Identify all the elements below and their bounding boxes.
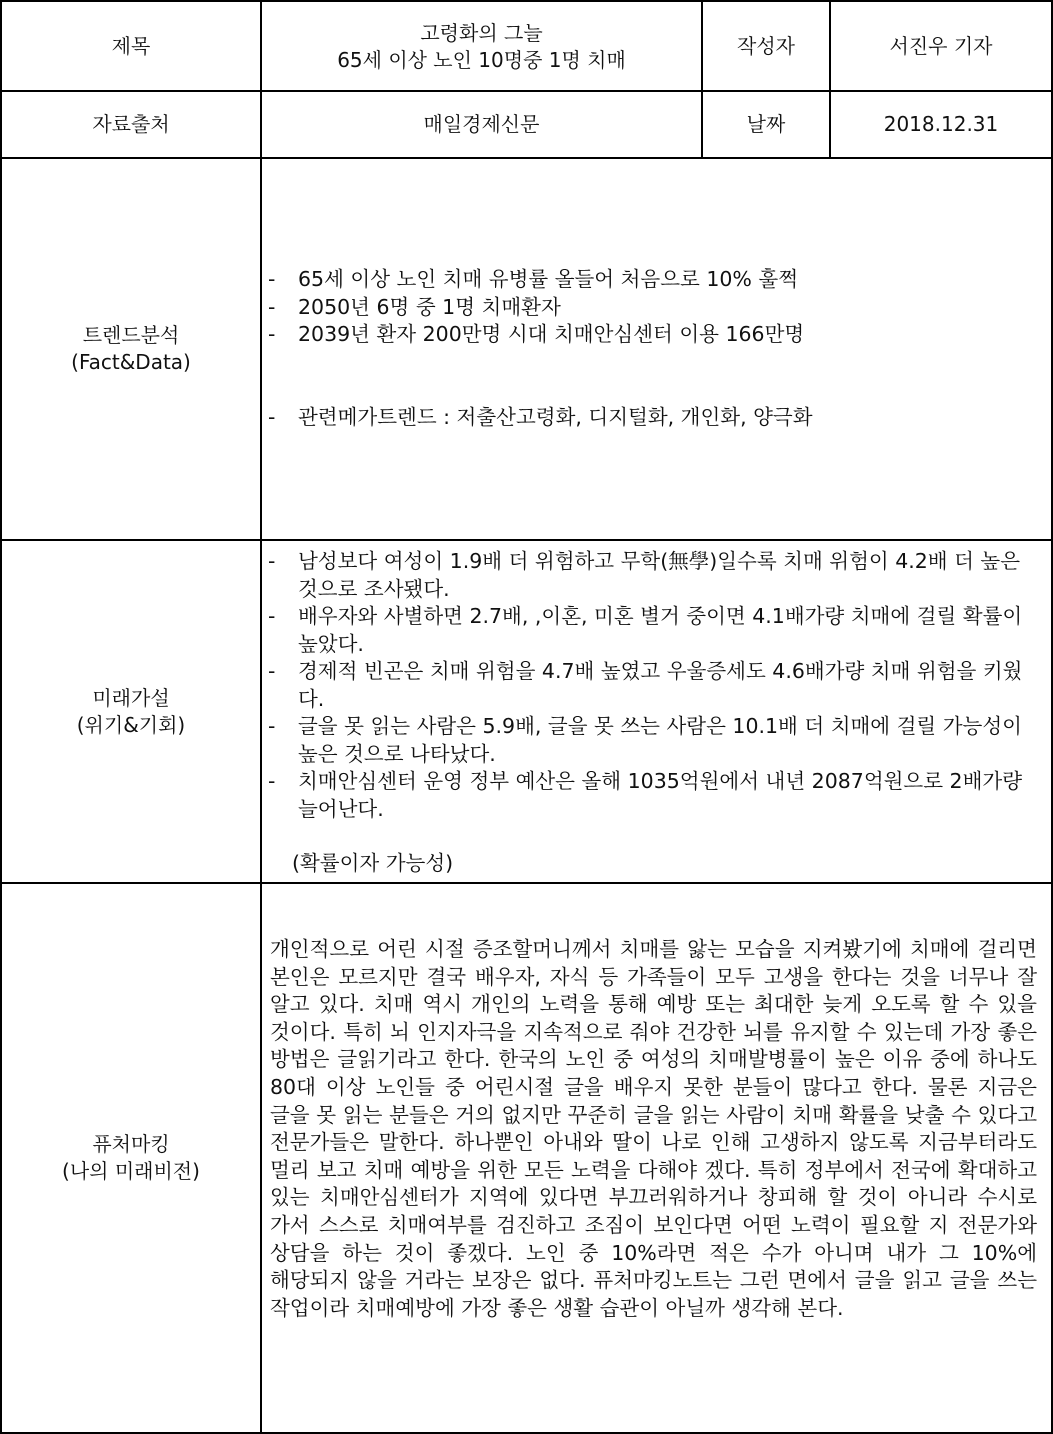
hypothesis-item bbox=[262, 658, 1045, 713]
trend-list bbox=[262, 266, 813, 431]
hypothesis-item-text: 경제적 빈곤은 치매 위험을 4.7배 높였고 우울증세도 4.6배가량 치매 위험을 키웠다. bbox=[298, 659, 1023, 711]
hypothesis-content-cell bbox=[262, 541, 1051, 884]
future-content-cell bbox=[262, 884, 1051, 1432]
source-value-cell bbox=[262, 92, 703, 159]
bullet-dash: - bbox=[268, 714, 276, 738]
hypothesis-item-text: 글을 못 읽는 사람은 5.9배, 글을 못 쓰는 사람은 10.1배 더 치매에 걸릴 가능성이 높은 것으로 나타났다. bbox=[298, 714, 1022, 766]
source-value: 매일경제신문 bbox=[423, 112, 540, 136]
future-sublabel: (나의 미래비전) bbox=[62, 1159, 200, 1183]
bullet-dash: - bbox=[268, 322, 276, 346]
trend-label: 트렌드분석 bbox=[82, 323, 180, 347]
bullet-dash: - bbox=[268, 549, 276, 573]
trend-item bbox=[262, 294, 813, 322]
date-label-cell bbox=[703, 92, 831, 159]
hypothesis-label-cell bbox=[2, 541, 262, 884]
author-value: 서진우 기자 bbox=[889, 33, 993, 58]
title-label: 제목 bbox=[111, 33, 151, 58]
megatrend-text: 관련메가트렌드 : 저출산고령화, 디지털화, 개인화, 양극화 bbox=[298, 404, 813, 429]
hypothesis-item bbox=[262, 548, 1045, 603]
title-value-cell bbox=[262, 2, 703, 92]
date-label: 날짜 bbox=[746, 112, 786, 136]
trend-item-text: 2039년 환자 200만명 시대 치매안심센터 이용 166만명 bbox=[298, 322, 805, 346]
source-label-cell bbox=[2, 92, 262, 159]
hypothesis-note: (확률이자 가능성) bbox=[292, 851, 454, 875]
bullet-dash: - bbox=[268, 267, 276, 291]
trend-sublabel: (Fact&Data) bbox=[71, 350, 191, 374]
future-paragraph: 개인적으로 어린 시절 증조할머니께서 치매를 앓는 모습을 지켜봤기에 치매에 걸리면 본인은 모르지만 결국 배우자, 자식 등 가족들이 모두 고생을 한다는 것을 너무나 잘 알고 있다. 치매 역시 개인의 노력을 통해 예방 또는 최대한 늦게 오도록 할 수 있을 것이다. 특히 뇌 인지자극을 지속적으로 줘야 건강한 뇌를 유지할 수 있는데 가장 좋은 방법은 글읽기라고 한다. 한국의 노인 중 여성의 치매발병률이 높은 이유 중에 하나도 80대 이상 노인들 중 어린시절 글을 배우지 못한 분들이 많다고 한다. 물론 지금은 글을 못 읽는 분들은 거의 없지만 꾸준히 글을 읽는 사람이 치매 확률을 낮출 수 있다고 전문가들은 말한다. 하나뿐인 아내와 딸이 나로 인해 고생하지 않도록 지금부터라도 멀리 보고 치매 예방을 위한 모든 노력을 다해야 겠다. 특히 정부에서 전국에 확대하고 있는 치매안심센터가 지역에 있다면 부끄러워하거나 창피해 할 것이 아니라 수시로 가서 스스로 치매여부를 검진하고 조짐이 보인다면 어떤 노력이 필요할 지 전문가와 상담을 하는 것이 좋겠다. 노인 중 10%라면 적은 수가 아니며 내가 그 10%에 해당되지 않을 거라는 보장은 없다. 퓨처마킹노트는 그런 면에서 글을 읽고 글을 쓰는 작업이라 치매예방에 가장 좋은 생활 습관이 아닐까 생각해 본다. bbox=[270, 937, 1037, 1320]
hypothesis-item bbox=[262, 768, 1045, 823]
hypothesis-label: 미래가설 bbox=[92, 685, 170, 710]
bullet-dash: - bbox=[268, 294, 276, 319]
hypothesis-item-text: 배우자와 사별하면 2.7배, ,이혼, 미혼 별거 중이면 4.1배가량 치매에 걸릴 확률이 높았다. bbox=[298, 604, 1023, 656]
title-label-cell bbox=[2, 2, 262, 92]
trend-item-text: 2050년 6명 중 1명 치매환자 bbox=[298, 294, 561, 319]
author-label-cell bbox=[703, 2, 831, 92]
hypothesis-item-text: 치매안심센터 운영 정부 예산은 올해 1035억원에서 내년 2087억원으로 2배가량 늘어난다. bbox=[298, 769, 1022, 821]
title-line-1: 고령화의 그늘 bbox=[420, 21, 543, 45]
date-value-cell bbox=[831, 92, 1051, 159]
hypothesis-item bbox=[262, 713, 1045, 768]
hypothesis-item-text: 남성보다 여성이 1.9배 더 위험하고 무학(無學)일수록 치매 위험이 4.2배 더 높은 것으로 조사됐다. bbox=[298, 549, 1021, 601]
bullet-dash: - bbox=[268, 659, 276, 683]
megatrend-item bbox=[262, 404, 813, 432]
author-value-cell bbox=[831, 2, 1051, 92]
date-value: 2018.12.31 bbox=[883, 112, 999, 136]
author-label: 작성자 bbox=[737, 33, 795, 58]
trend-item bbox=[262, 266, 813, 294]
bullet-dash: - bbox=[268, 404, 276, 429]
trend-content-cell bbox=[262, 159, 1051, 541]
bullet-dash: - bbox=[268, 604, 276, 628]
future-label-cell bbox=[2, 884, 262, 1432]
future-label: 퓨처마킹 bbox=[92, 1132, 170, 1156]
bullet-dash: - bbox=[268, 769, 276, 793]
trend-item-text: 65세 이상 노인 치매 유병률 올들어 처음으로 10% 훌쩍 bbox=[298, 267, 799, 291]
hypothesis-item bbox=[262, 603, 1045, 658]
title-line-2: 65세 이상 노인 10명중 1명 치매 bbox=[337, 48, 626, 72]
hypothesis-sublabel: (위기&기회) bbox=[76, 712, 186, 737]
hypothesis-body bbox=[262, 548, 1045, 878]
hypothesis-list bbox=[262, 548, 1045, 823]
trend-item bbox=[262, 321, 813, 349]
trend-label-cell bbox=[2, 159, 262, 541]
source-label: 자료출처 bbox=[92, 112, 170, 136]
